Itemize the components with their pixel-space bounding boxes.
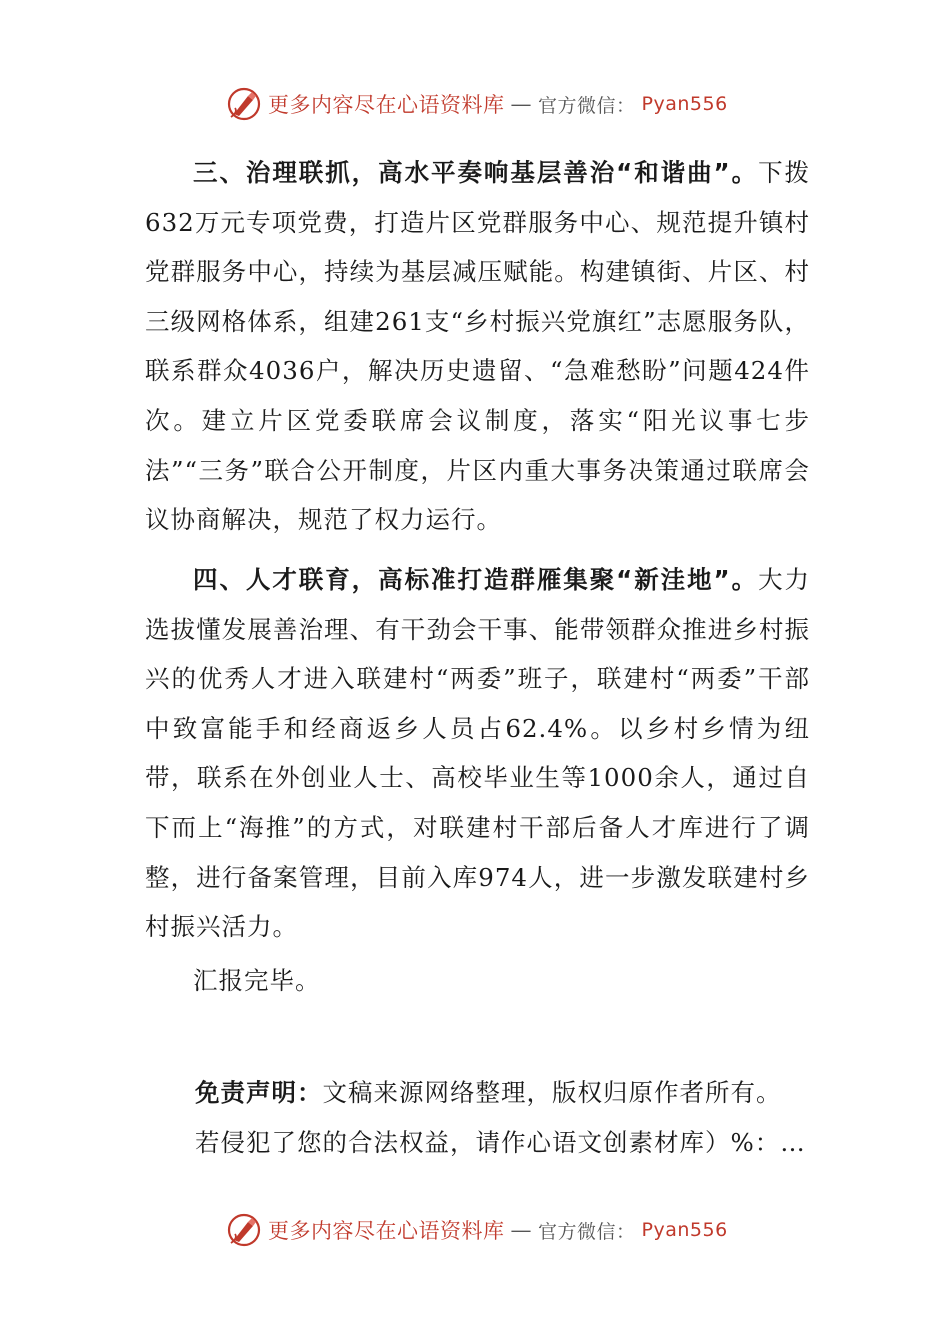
header-banner <box>226 84 728 124</box>
disclaimer-label: 免责声明： <box>195 1078 323 1107</box>
banner-wechat-label: 官方微信： <box>538 1220 636 1243</box>
banner-dash: — <box>510 92 532 116</box>
disclaimer-line-1 <box>195 1068 815 1118</box>
banner-text: 更多内容尽在心语资料库 <box>268 1219 505 1243</box>
pen-nib-logo-icon <box>226 86 262 122</box>
section-four-body: 大力选拔懂发展善治理、有干劲会干事、能带领群众推进乡村振兴的优秀人才进入联建村“两委”班子，联建村“两委”干部中致富能手和经商返乡人员占62.4%。以乡村乡情为纽带，联系在外创业人士、高校毕业生等1000余人，通过自下而上“海推”的方式，对联建村干部后备人才库进行了调整，进行备案管理，目前入库974人，进一步激发联建村乡村振兴活力。 <box>145 565 811 942</box>
disclaimer-line-2: 若侵犯了您的合法权益，请作心语文创素材库）%：… <box>195 1128 806 1157</box>
banner-text: 更多内容尽在心语资料库 <box>268 93 505 117</box>
banner-wechat-label: 官方微信： <box>538 94 636 117</box>
banner-wechat-id: Pyan556 <box>641 1219 728 1241</box>
section-four-heading: 四、人才联育，高标准打造群雁集聚“新洼地”。 <box>193 565 759 594</box>
banner-dash: — <box>510 1218 532 1242</box>
disclaimer-block <box>195 1068 815 1168</box>
section-four-paragraph <box>145 555 810 952</box>
banner-wechat-id: Pyan556 <box>641 93 728 115</box>
disclaimer-text-1: 文稿来源网络整理，版权归原作者所有。 <box>322 1078 782 1107</box>
section-three-paragraph <box>145 148 810 545</box>
pen-nib-logo-icon <box>226 1212 262 1248</box>
closing-line: 汇报完毕。 <box>193 966 321 995</box>
section-three-heading: 三、治理联抓，高水平奏响基层善治“和谐曲”。 <box>193 158 759 187</box>
section-three-body: 下拨632万元专项党费，打造片区党群服务中心、规范提升镇村党群服务中心，持续为基层减压赋能。构建镇街、片区、村三级网格体系，组建261支“乡村振兴党旗红”志愿服务队，联系群众4036户，解决历史遗留、“急难愁盼”问题424件次。建立片区党委联席会议制度，落实“阳光议事七步法”“三务”联合公开制度，片区内重大事务决策通过联席会议协商解决，规范了权力运行。 <box>145 158 811 535</box>
footer-banner <box>226 1210 728 1250</box>
